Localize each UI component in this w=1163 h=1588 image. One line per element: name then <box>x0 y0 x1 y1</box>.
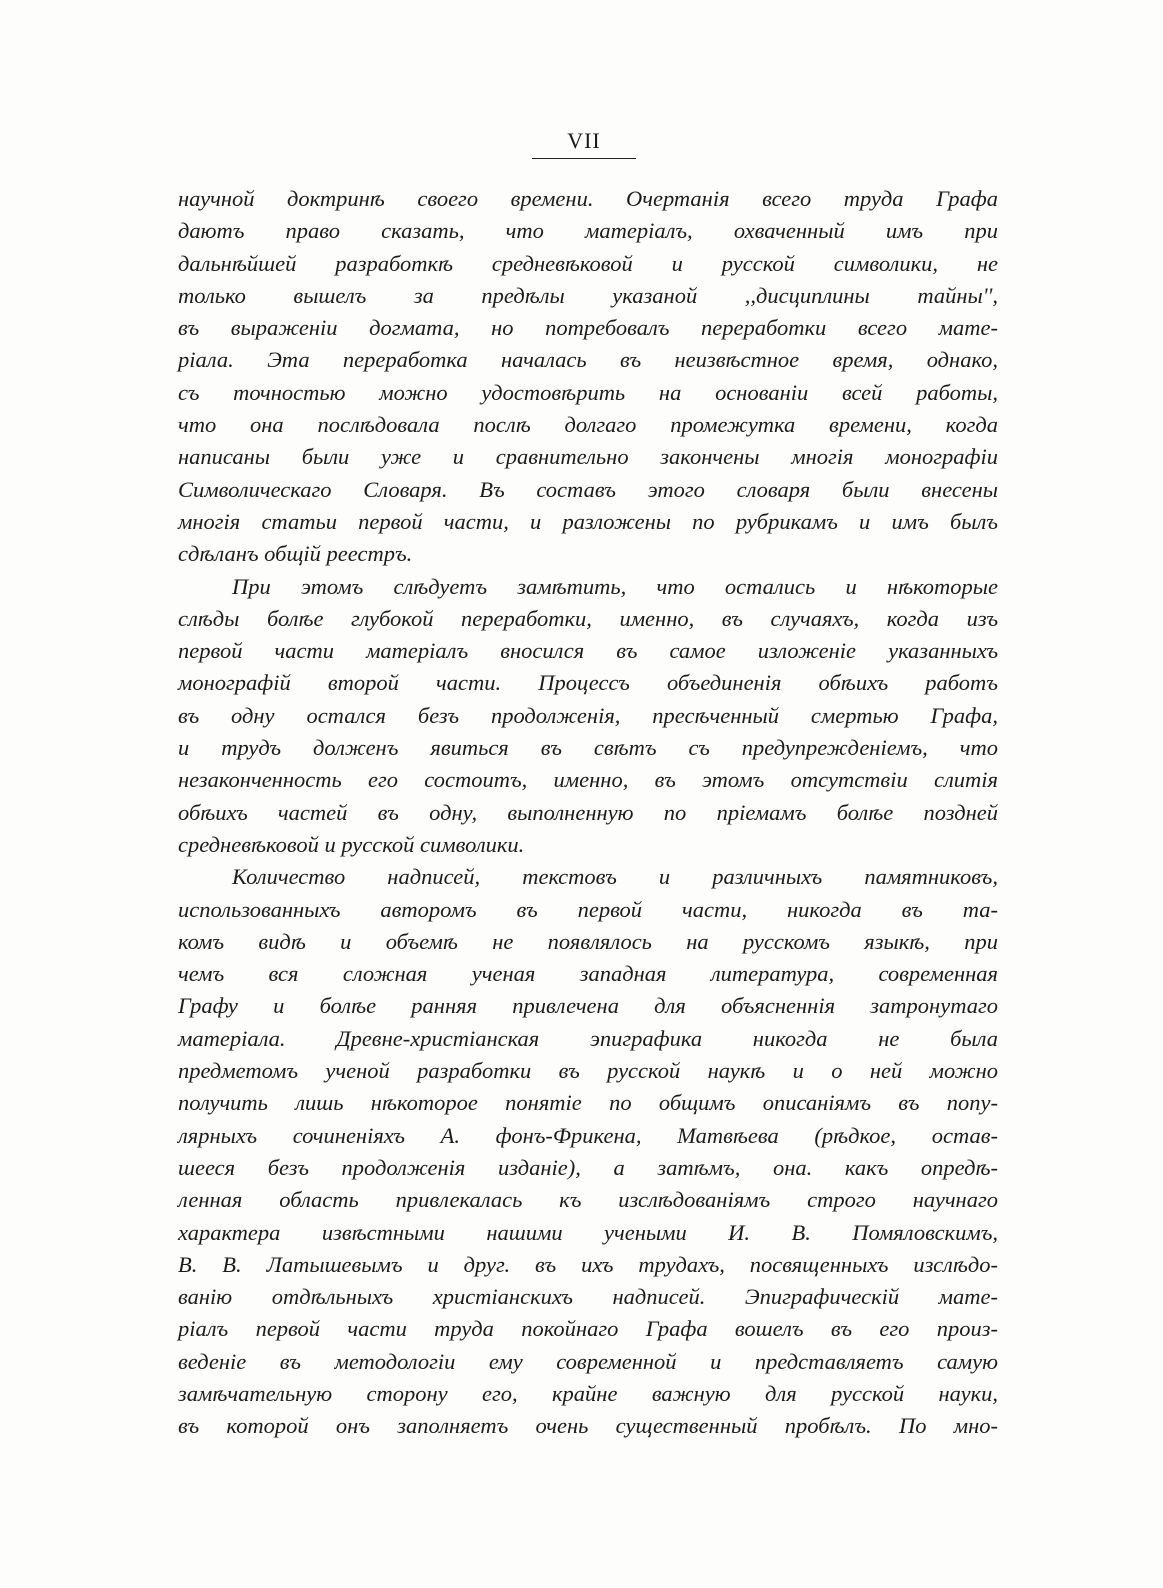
text-line: въ выраженіи догмата, но потребовалъ переработки всего мате- <box>178 315 998 341</box>
text-line: использованныхъ авторомъ въ первой части, никогда въ та- <box>178 896 998 922</box>
text-line: даютъ право сказать, что матеріалъ, охваченный имъ при <box>178 218 998 244</box>
text-line: съ точностью можно удостовѣрить на основаніи всей работы, <box>178 379 998 405</box>
text-line: обѣихъ частей въ одну, выполненную по пріемамъ болѣе поздней <box>178 799 998 825</box>
text-line: ріалъ первой части труда покойнаго Графа вошелъ въ его произ- <box>178 1316 998 1342</box>
text-line: написаны были уже и сравнительно закончены многія монографіи <box>178 444 998 470</box>
text-line: При этомъ слѣдуетъ замѣтить, что остались и нѣкоторые <box>232 573 998 599</box>
text-line: слѣды болѣе глубокой переработки, именно, въ случаяхъ, когда изъ <box>178 605 998 631</box>
text-line: Количество надписей, текстовъ и различныхъ памятниковъ, <box>232 864 998 890</box>
text-line: средневѣковой и русской символики. <box>178 831 525 857</box>
text-line: замѣчательную сторону его, крайне важную для русской науки, <box>178 1380 998 1406</box>
text-line: дальнѣйшей разработкѣ средневѣковой и русской символики, не <box>178 250 998 276</box>
text-line: Символическаго Словаря. Въ составъ этого словаря были внесены <box>178 476 998 502</box>
text-line: матеріала. Древне-христіанская эпиграфика никогда не была <box>178 1025 998 1051</box>
text-line: что она послѣдовала послѣ долгаго промежутка времени, когда <box>178 412 998 438</box>
text-line: первой части матеріалъ вносился въ самое изложеніе указанныхъ <box>178 638 998 664</box>
text-line: въ одну остался безъ продолженія, пресѣченный смертью Графа, <box>178 702 998 728</box>
text-line: и трудъ долженъ явиться въ свѣтъ съ предупрежденіемъ, что <box>178 735 998 761</box>
text-line: чемъ вся сложная ученая западная литература, современная <box>178 961 998 987</box>
text-line: В. В. Латышевымъ и друг. въ ихъ трудахъ, посвященныхъ изслѣдо- <box>178 1251 998 1277</box>
text-line: шееся безъ продолженія изданіе), а затѣмъ, она. какъ опредѣ- <box>178 1154 998 1180</box>
text-line: сдѣланъ общій реестръ. <box>178 541 413 567</box>
text-line: ленная область привлекалась къ изслѣдованіямъ строго научнаго <box>178 1187 998 1213</box>
text-line: ванію отдѣльныхъ христіанскихъ надписей. Эпиграфическій мате- <box>178 1284 998 1310</box>
text-line: научной доктринѣ своего времени. Очертанія всего труда Графа <box>178 186 998 211</box>
text-line: въ которой онъ заполняетъ очень существенный пробѣлъ. По мно- <box>178 1413 998 1439</box>
text-line: монографій второй части. Процессъ объединенія обѣихъ работъ <box>178 670 998 696</box>
text-line: ріала. Эта переработка началась въ неизвѣстное время, однако, <box>178 347 998 373</box>
text-line: комъ видѣ и объемѣ не появлялось на русскомъ языкѣ, при <box>178 928 998 954</box>
page-number: VII <box>567 128 601 153</box>
text-line: Графу и болѣе ранняя привлечена для объясненнія затронутаго <box>178 993 998 1019</box>
page-number-rule <box>532 158 636 159</box>
text-line: получить лишь нѣкоторое понятіе по общимъ описаніямъ въ попу- <box>178 1090 998 1116</box>
text-line: лярныхъ сочиненіяхъ А. фонъ-Фрикена, Матвѣева (рѣдкое, остав- <box>178 1122 998 1148</box>
text-line: только вышелъ за предѣлы указаной ,,дисциплины тайны'', <box>178 282 998 308</box>
body-text <box>178 183 998 1443</box>
text-line: незаконченность его состоитъ, именно, въ этомъ отсутствіи слитія <box>178 767 998 793</box>
text-line: предметомъ ученой разработки въ русской наукѣ и о ней можно <box>178 1058 998 1084</box>
text-line: характера извѣстными нашими учеными И. В. Помяловскимъ, <box>178 1219 998 1245</box>
text-line: веденіе въ методологіи ему современной и представляетъ самую <box>178 1348 998 1374</box>
text-line: многія статьи первой части, и разложены по рубрикамъ и имъ былъ <box>178 508 998 534</box>
